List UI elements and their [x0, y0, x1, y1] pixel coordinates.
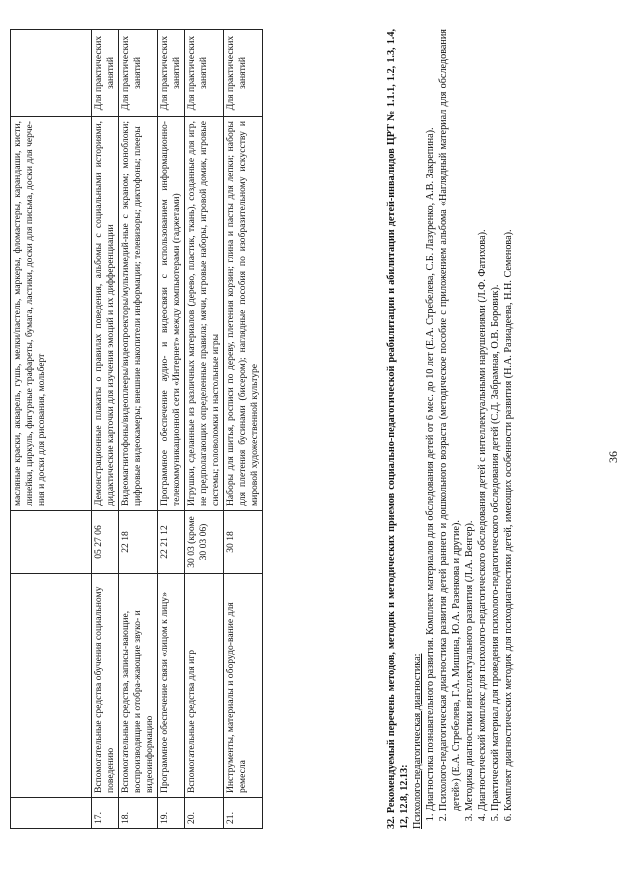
list-item: 2. Психолого-педагогическая диагностика развития детей раннего и дошкольного возраста (методическое пособие с приложением альбома «Наглядный материал для обследования детей») (Е.А. Стребелева, Г.А. Мишина, Ю.А. Разенкова и другие).	[437, 29, 463, 811]
table-row	[92, 30, 119, 829]
list-item: 6. Комплект диагностических методик для психодиагностики детей, имеющих особенности развития (Н.А. Разиадеева, Н.Н. Семенова).	[502, 29, 515, 811]
list-item: 3. Методика диагностики интеллектуального развития (Л.А. Венгер).	[463, 29, 476, 811]
list-item: 4. Диагностический комплекс для психолого-педагогического обследования детей с интеллектуальными нарушениями (Л.Ф. Фатихова).	[476, 29, 489, 811]
row-code: 30 18	[224, 511, 263, 574]
row-code	[11, 511, 92, 574]
row-name	[11, 574, 92, 798]
row-name: Вспомогательные средства обучения социальному поведению	[92, 574, 119, 798]
table-row	[119, 30, 158, 829]
row-description: Видеомагнитофоны/видеоплееры/видеопроекторы/мультимедий-ные с экраном; моноблоки; цифровые видеокамеры; внешние накопители информации; телевизоры; диктофоны; плееры	[119, 117, 158, 511]
section-subheading: Психолого-педагогическая диагностика:	[412, 653, 423, 829]
row-name: Вспомогательные средства, записы-вающие, воспроизводящие и отобра-жающие звуко- и видеоинформацию	[119, 574, 158, 798]
row-name: Инструменты, материалы и оборудо-вание для ремесла	[224, 574, 263, 798]
section-heading: 32. Рекомендуемый перечень методов, методик и методических приемов социально-педагогической реабилитации и абилитации детей-инвалидов ЦРТ № 1.1.1, 1.2, 1.3, 1.4, 12, 12.8, 12.13:	[386, 29, 410, 829]
row-purpose	[11, 30, 92, 117]
assistive-means-table	[10, 29, 263, 829]
row-number: 17.	[92, 798, 119, 829]
row-description: Наборы для шитья, росписи по дереву, плетения корзин; глина и пасты для лепки; наборы для плетения бусинами (бисером); наглядные пособия по изобразительному искусству и мировой художественной культуре	[224, 117, 263, 511]
row-number	[11, 798, 92, 829]
table-row	[11, 30, 92, 829]
row-description: масляные краски, акварель, гушь, мелки/пастель, маркеры, фломастеры, карандаши, кисти, линейки, циркуль, фигурные трафареты, бумага, ластики, доски для письма, доски для черче-ния и доски для рисования, мольберт	[11, 117, 92, 511]
row-code: 05 27 06	[92, 511, 119, 574]
table-row	[158, 30, 185, 829]
table-row	[185, 30, 224, 829]
row-purpose: Для практических занятий	[158, 30, 185, 117]
table-row	[224, 30, 263, 829]
methods-section	[385, 29, 515, 829]
row-number: 18.	[119, 798, 158, 829]
row-purpose: Для практических занятий	[119, 30, 158, 117]
row-purpose: Для практических занятий	[185, 30, 224, 117]
row-purpose: Для практических занятий	[92, 30, 119, 117]
row-description: Демонстрационные плакаты о правилах поведения, альбомы с социальными историями, дидактические карточки для изучения эмоций и их дифференциации	[92, 117, 119, 511]
row-code: 22 21 12	[158, 511, 185, 574]
row-code: 30 03 (кроме 30 03 06)	[185, 511, 224, 574]
row-number: 20.	[185, 798, 224, 829]
list-item: 5. Практический материал для проведения психолого-педагогического обследования детей (С.Д. Забрамная, О.В. Боровик).	[489, 29, 502, 811]
page-number: 36	[606, 451, 620, 463]
row-description: Игрушки, сделанные из различных материалов (дерево, пластик, ткань), созданные для игр, не предполагающих определенные правила; мячи, игровые наборы, игровой домик, игровые системы; головоломки и настольные игры	[185, 117, 224, 511]
row-name: Вспомогательные средства для игр	[185, 574, 224, 798]
row-number: 21.	[224, 798, 263, 829]
list-item: 1. Диагностика познавательного развития. Комплект материалов для обследования детей от 6 мес. до 10 лет (Е.А. Стребелева, С.Б. Лазуренко, А.В. Закрепина).	[424, 29, 437, 811]
row-code: 22 18	[119, 511, 158, 574]
row-number: 19.	[158, 798, 185, 829]
methods-list	[424, 29, 515, 829]
row-purpose: Для практических занятий	[224, 30, 263, 117]
row-name: Программное обеспечение связи «лицом к лицу»	[158, 574, 185, 798]
row-description: Программное обеспечение аудио- и видеосвязи с использованием информационно-телекоммуникационной сети «Интернет» между компьютерами (гаджетами)	[158, 117, 185, 511]
